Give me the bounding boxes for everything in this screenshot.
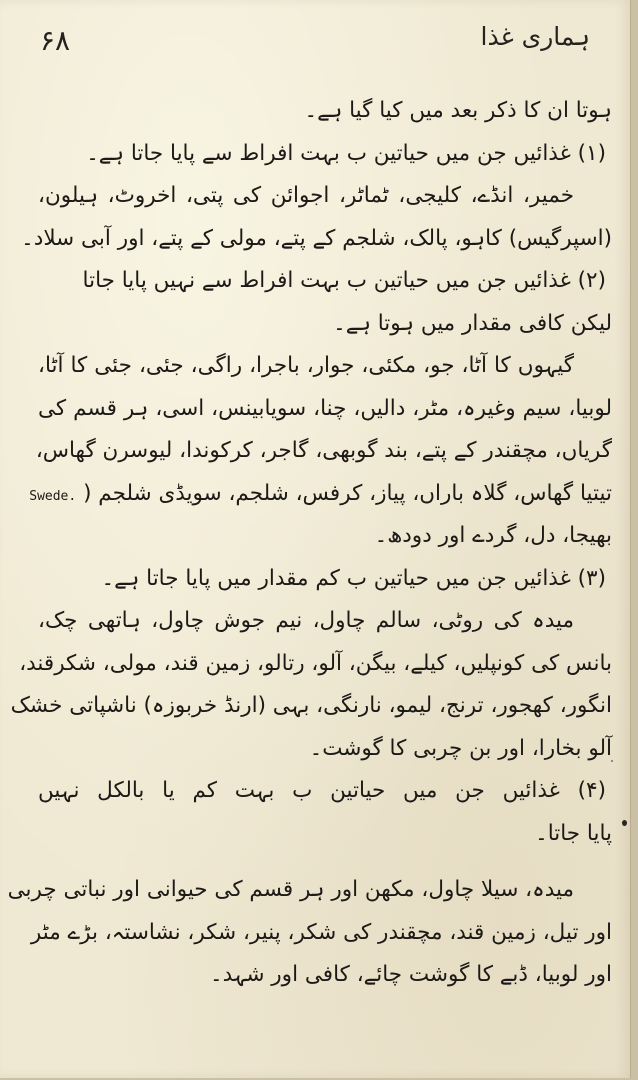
text-line: ہوتا ان کا ذکر بعد میں کیا گیا ہے۔: [304, 98, 612, 123]
ink-speck: [611, 760, 613, 762]
text-line: میدہ، سیلا چاول، مکھن اور ہر قسم کی حیوانی اور نباتی چربی: [7, 877, 574, 902]
page-body: [7, 90, 612, 997]
text-line-with-latin: [29, 473, 612, 516]
text-line: لوبیا، سیم وغیرہ، مٹر، دالیں، چنا، سویابینس، اسی، ہر قسم کی: [38, 395, 612, 421]
text-line: انگور، کھجور، ترنج، لیمو، نارنگی، بہی (ارنڈ خربوزہ) ناشپاتی خشک: [10, 693, 612, 718]
text-line: میدہ کی روٹی، سالم چاول، نیم جوش چاول، ہاتھی چک،: [38, 608, 574, 633]
section-heading-2: (۲) غذائیں جن میں حیاتین ب بہت افراط سے نہیں پایا جاتا: [82, 268, 606, 293]
text-line: گریاں، مچقندر کے پتے، بند گوبھی، گاجر، کرکوندا، لیوسرن گھاس،: [35, 438, 612, 463]
section-heading-1: (۱) غذائیں جن میں حیاتین ب بہت افراط سے پایا جاتا ہے۔: [86, 140, 606, 166]
running-head-title: ہماری غذا: [480, 22, 590, 51]
page-number: ۶۸: [40, 24, 71, 57]
section-heading-3: (۳) غذائیں جن میں حیاتین ب کم مقدار میں پایا جاتا ہے۔: [101, 565, 606, 591]
text-line: تیتیا گھاس، گلاہ باراں، پیاز، کرفس، شلجم، سویڈی شلجم (: [83, 480, 612, 506]
latin-word: Swede.: [29, 488, 77, 504]
text-line: اور تیل، زمین قند، مچقندر کی شکر، پنیر، شکر، نشاستہ، بڑے مٹر: [30, 919, 612, 945]
text-line: لیکن کافی مقدار میں ہوتا ہے۔: [333, 310, 612, 336]
text-line: پایا جاتا۔: [535, 820, 612, 846]
text-line: بھیجا، دل، گردے اور دودھ۔: [374, 523, 612, 548]
text-line: گیہوں کا آٹا، جو، مکئی، جوار، باجرا، راگی، جئی، جئی کا آٹا،: [38, 353, 574, 378]
page-header: [40, 22, 590, 62]
text-line: بانس کی کونپلیں، کیلے، بیگن، آلو، رتالو، زمین قند، مولی، شکرقند،: [19, 650, 612, 676]
text-line: اور لوبیا، ڈبے کا گوشت چائے، کافی اور شہد۔: [209, 962, 612, 987]
text-line: آلو بخارا، اور بن چربی کا گوشت۔: [309, 735, 612, 761]
ink-speck: [622, 820, 627, 826]
section-heading-4: (۴) غذائیں جن میں حیاتین ب بہت کم یا بالکل نہیں: [38, 778, 606, 803]
text-line: (اسپرگیس) کاہو، پالک، شلجم کے پتے، مولی کے پتے، اور آبی سلاد۔: [21, 225, 612, 251]
text-line: خمیر، انڈے، کلیجی، ٹماٹر، اجوائن کی پتی، اخروٹ، ہیلون،: [38, 183, 574, 208]
